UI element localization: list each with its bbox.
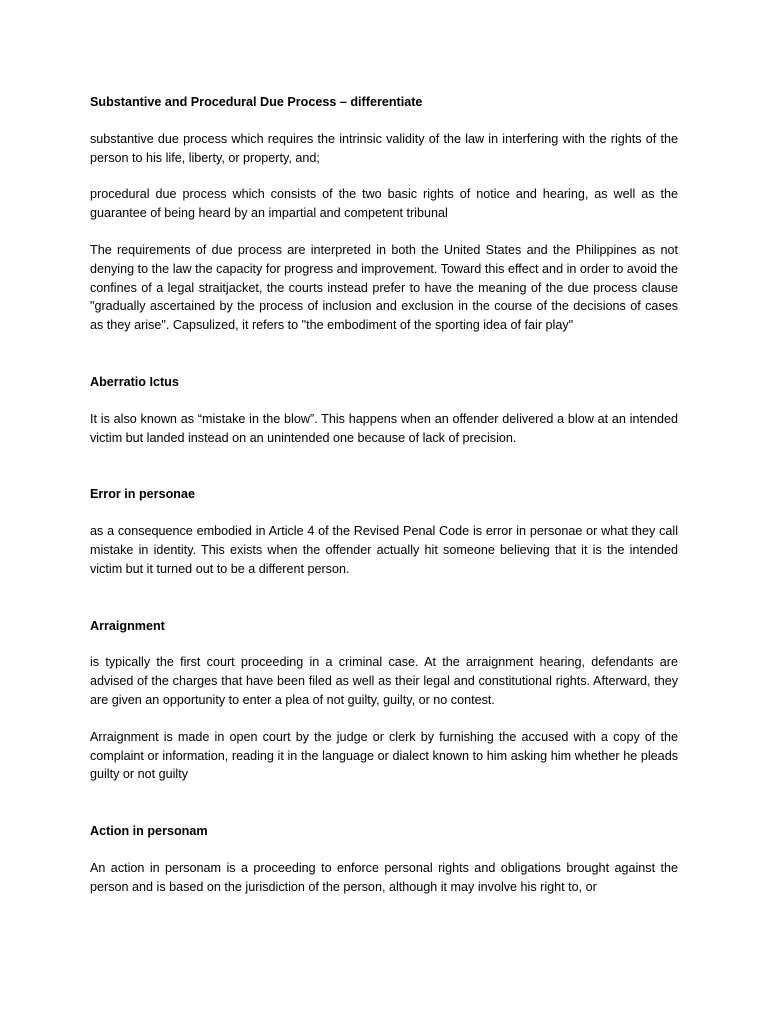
paragraph-due-process-interpretation: The requirements of due process are interpreted in both the United States and the Philippines as not denying to the law the capacity for progress and improvement. Toward this effect and in order to avoid the confines of a legal straitjacket, the courts instead prefer to have the meaning of the due process clause "gradually ascertained by the process of inclusion and exclusion in the course of the decisions of cases as they arise". Capsulized, it refers to "the embodiment of the sporting idea of fair play" xyxy=(90,242,678,333)
section-heading-due-process: Substantive and Procedural Due Process – differentiate xyxy=(90,95,423,109)
section-heading-action-in-personam: Action in personam xyxy=(90,824,208,839)
paragraph-action-in-personam: An action in personam is a proceeding to enforce personal rights and obligations brought against the person and is based on the jurisdiction of the person, although it may involve his right to, or xyxy=(90,860,678,894)
paragraph-arraignment-procedure: Arraignment is made in open court by the judge or clerk by furnishing the accused with a copy of the complaint or information, reading it in the language or dialect known to him asking him whether he pleads guilty or not guilty xyxy=(90,729,678,782)
document-page xyxy=(90,93,678,897)
section-heading-error-in-personae: Error in personae xyxy=(90,487,195,502)
section-heading-aberratio-ictus: Aberratio Ictus xyxy=(90,374,179,389)
section-heading-arraignment: Arraignment xyxy=(90,618,165,633)
paragraph-error-in-personae: as a consequence embodied in Article 4 of the Revised Penal Code is error in personae or what they call mistake in identity. This exists when the offender actually hit someone believing that it is the intended victim but it turned out to be a different person. xyxy=(90,524,678,576)
paragraph-procedural-due-process: procedural due process which consists of the two basic rights of notice and hearing, as well as the guarantee of being heard by an impartial and competent tribunal xyxy=(90,187,678,221)
paragraph-aberratio-ictus: It is also known as “mistake in the blow”. This happens when an offender delivered a blow at an intended victim but landed instead on an unintended one because of lack of precision. xyxy=(90,411,678,445)
paragraph-substantive-due-process: substantive due process which requires the intrinsic validity of the law in interfering with the rights of the person to his life, liberty, or property, and; xyxy=(90,131,678,165)
paragraph-arraignment-definition: is typically the first court proceeding in a criminal case. At the arraignment hearing, defendants are advised of the charges that have been filed as well as their legal and constitutional rights. Afterward, they are given an opportunity to enter a plea of not guilty, guilty, or no contest. xyxy=(90,655,678,707)
